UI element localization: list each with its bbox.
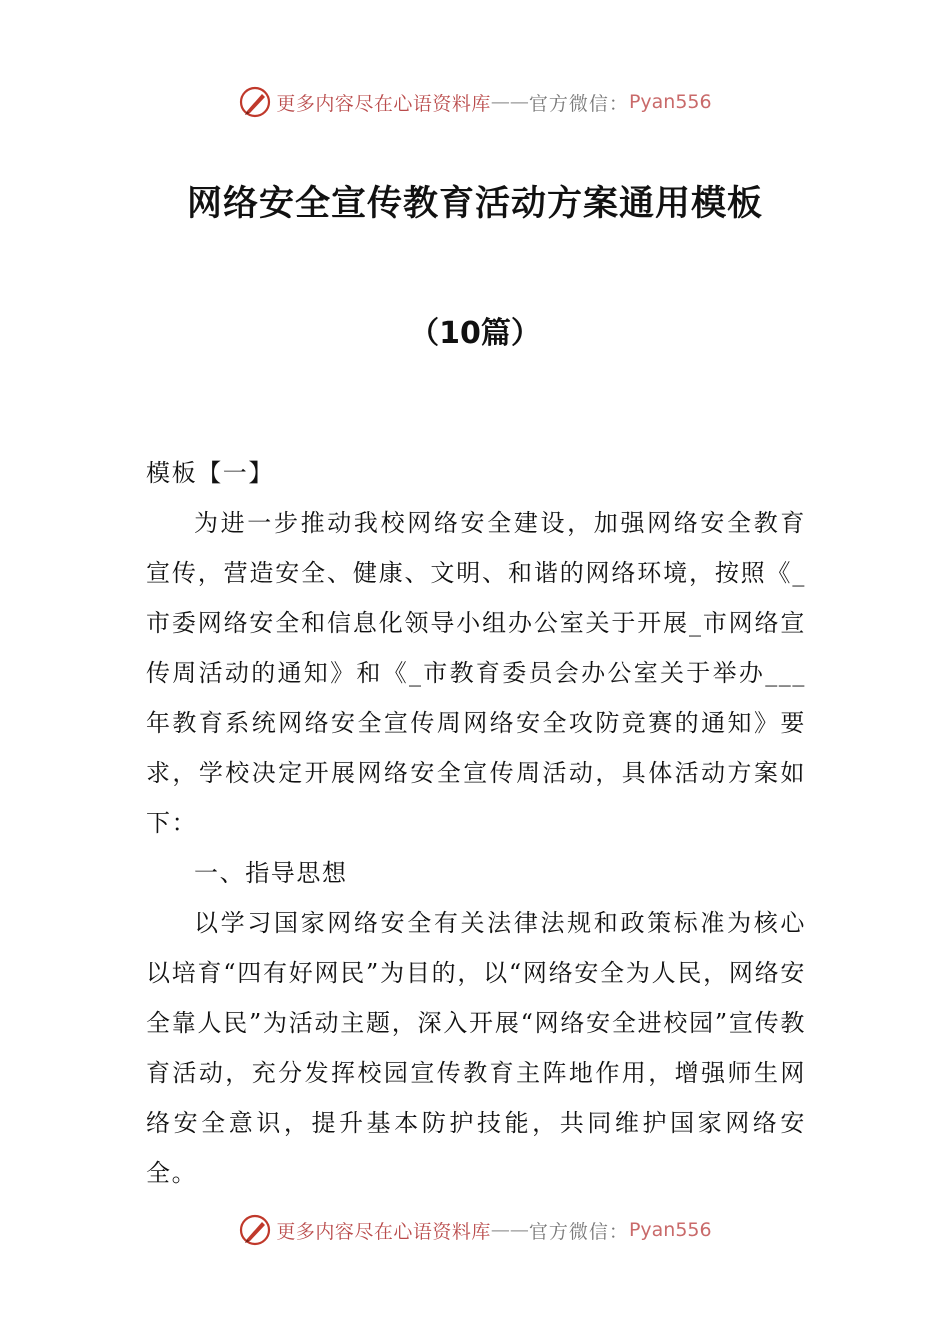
document-subtitle: （10篇）	[409, 316, 541, 351]
banner-wechat-label: 官方微信：	[528, 92, 629, 115]
banner-wechat-id: Pyan556	[628, 91, 712, 113]
body-paragraph: 以学习国家网络安全有关法律法规和政策标准为核心以培育“四有好网民”为目的，以“网络安全为人民，网络安全靠人民”为活动主题，深入开展“网络安全进校园”宣传教育活动，充分发挥校园宣传教育主阵地作用，增强师生网络安全意识，提升基本防护技能，共同维护国家网络安全。	[146, 909, 806, 1187]
banner-wechat-id: Pyan556	[628, 1219, 712, 1241]
banner-separator: ——	[490, 1219, 529, 1241]
banner-separator: ——	[490, 91, 529, 113]
document-title: 网络安全宣传教育活动方案通用模板	[186, 184, 763, 224]
document-body	[146, 448, 806, 1198]
footer-watermark-banner	[0, 1210, 950, 1250]
header-watermark-banner	[0, 82, 950, 122]
banner-main-text: 更多内容尽在心语资料库	[276, 1220, 491, 1243]
banner-wechat-label: 官方微信：	[528, 1220, 629, 1243]
body-paragraph: 为进一步推动我校网络安全建设，加强网络安全教育宣传，营造安全、健康、文明、和谐的网络环境，按照《_市委网络安全和信息化领导小组办公室关于开展_市网络宣传周活动的通知》和《_市教育委员会办公室关于举办___年教育系统网络安全宣传周网络安全攻防竞赛的通知》要求，学校决定开展网络安全宣传周活动，具体活动方案如下：	[146, 509, 806, 837]
pen-logo-icon	[238, 1213, 272, 1247]
section-label: 模板【一】	[146, 459, 274, 487]
banner-main-text: 更多内容尽在心语资料库	[276, 92, 491, 115]
section-heading: 一、指导思想	[194, 859, 348, 887]
pen-logo-icon	[238, 85, 272, 119]
